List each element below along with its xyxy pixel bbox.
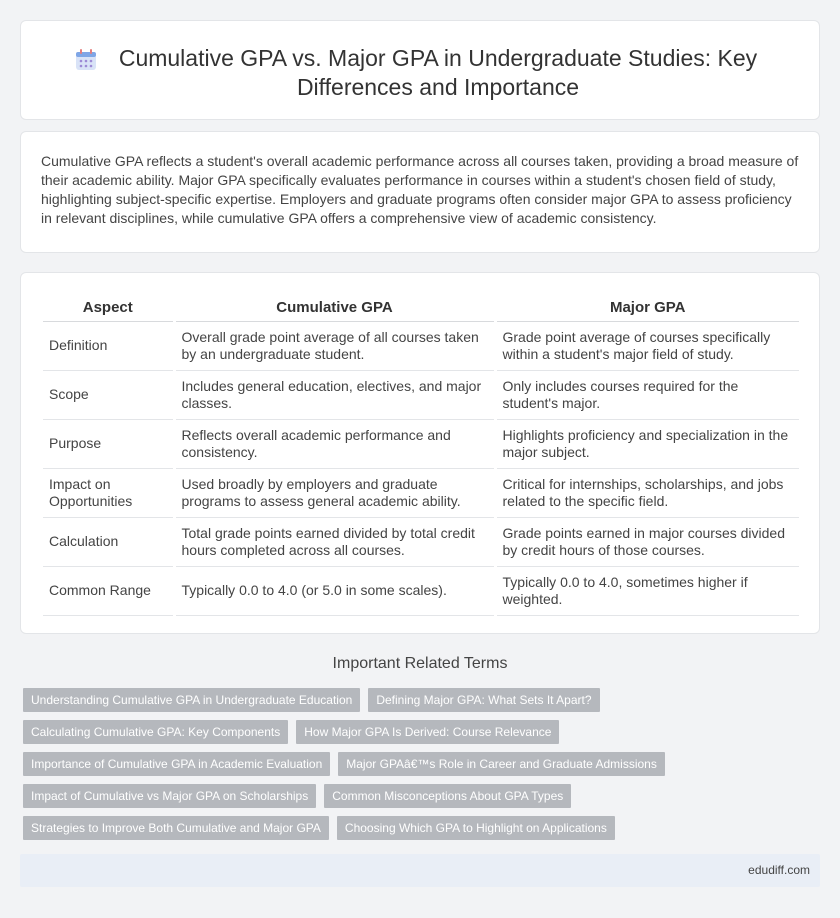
header	[21, 44, 819, 102]
table-header-row	[43, 295, 799, 321]
header-card	[20, 20, 820, 120]
intro-card	[20, 131, 820, 253]
table-row	[43, 468, 799, 517]
row-major: Only includes courses required for the student's major.	[495, 370, 799, 419]
row-major: Grade points earned in major courses divided by credit hours of those courses.	[495, 517, 799, 566]
related-term-tag[interactable]: Understanding Cumulative GPA in Undergraduate Education	[23, 688, 360, 712]
related-terms-list	[23, 688, 823, 848]
comparison-table-card	[20, 272, 820, 634]
tag-row	[23, 688, 823, 712]
comparison-table	[43, 295, 799, 616]
row-aspect: Common Range	[43, 566, 174, 615]
table-row	[43, 566, 799, 615]
table-row	[43, 517, 799, 566]
header-cumulative-gpa: Cumulative GPA	[174, 295, 495, 321]
row-aspect: Definition	[43, 321, 174, 370]
table-row	[43, 419, 799, 468]
row-major: Highlights proficiency and specialization in the major subject.	[495, 419, 799, 468]
related-term-tag[interactable]: Importance of Cumulative GPA in Academic Evaluation	[23, 752, 330, 776]
table-row	[43, 370, 799, 419]
related-term-tag[interactable]: Calculating Cumulative GPA: Key Components	[23, 720, 288, 744]
related-term-tag[interactable]: Impact of Cumulative vs Major GPA on Scholarships	[23, 784, 316, 808]
row-aspect: Calculation	[43, 517, 174, 566]
related-term-tag[interactable]: Major GPAâ€™s Role in Career and Graduate Admissions	[338, 752, 665, 776]
row-aspect: Purpose	[43, 419, 174, 468]
row-aspect: Scope	[43, 370, 174, 419]
calendar-icon	[75, 49, 97, 71]
tag-row	[23, 784, 823, 808]
table-row	[43, 321, 799, 370]
row-cumulative: Includes general education, electives, and major classes.	[174, 370, 495, 419]
row-cumulative: Reflects overall academic performance and consistency.	[174, 419, 495, 468]
header-major-gpa: Major GPA	[495, 295, 799, 321]
tag-row	[23, 720, 823, 744]
tag-row	[23, 816, 823, 840]
related-term-tag[interactable]: How Major GPA Is Derived: Course Relevance	[296, 720, 559, 744]
row-major: Critical for internships, scholarships, and jobs related to the specific field.	[495, 468, 799, 517]
page-title: Cumulative GPA vs. Major GPA in Undergraduate Studies: Key Differences and Importance	[118, 45, 758, 100]
footer	[20, 854, 820, 887]
row-major: Typically 0.0 to 4.0, sometimes higher if weighted.	[495, 566, 799, 615]
header-aspect: Aspect	[43, 295, 174, 321]
related-term-tag[interactable]: Choosing Which GPA to Highlight on Applications	[337, 816, 615, 840]
related-term-tag[interactable]: Common Misconceptions About GPA Types	[324, 784, 571, 808]
related-term-tag[interactable]: Strategies to Improve Both Cumulative and Major GPA	[23, 816, 329, 840]
row-cumulative: Total grade points earned divided by total credit hours completed across all courses.	[174, 517, 495, 566]
row-cumulative: Overall grade point average of all courses taken by an undergraduate student.	[174, 321, 495, 370]
row-cumulative: Used broadly by employers and graduate programs to assess general academic ability.	[174, 468, 495, 517]
row-cumulative: Typically 0.0 to 4.0 (or 5.0 in some scales).	[174, 566, 495, 615]
row-major: Grade point average of courses specifically within a student's major field of study.	[495, 321, 799, 370]
intro-paragraph: Cumulative GPA reflects a student's overall academic performance across all courses taken, providing a broad measure of their academic ability. Major GPA specifically evaluates performance in courses within a student's chosen field of study, highlighting subject-specific expertise. Employers and graduate programs often consider major GPA to assess proficiency in relevant disciplines, while cumulative GPA offers a comprehensive view of academic consistency.	[41, 153, 799, 226]
row-aspect: Impact on Opportunities	[43, 468, 174, 517]
related-term-tag[interactable]: Defining Major GPA: What Sets It Apart?	[368, 688, 599, 712]
related-terms-title: Important Related Terms	[332, 655, 508, 672]
footer-site-link[interactable]: edudiff.com	[748, 863, 810, 877]
tag-row	[23, 752, 823, 776]
